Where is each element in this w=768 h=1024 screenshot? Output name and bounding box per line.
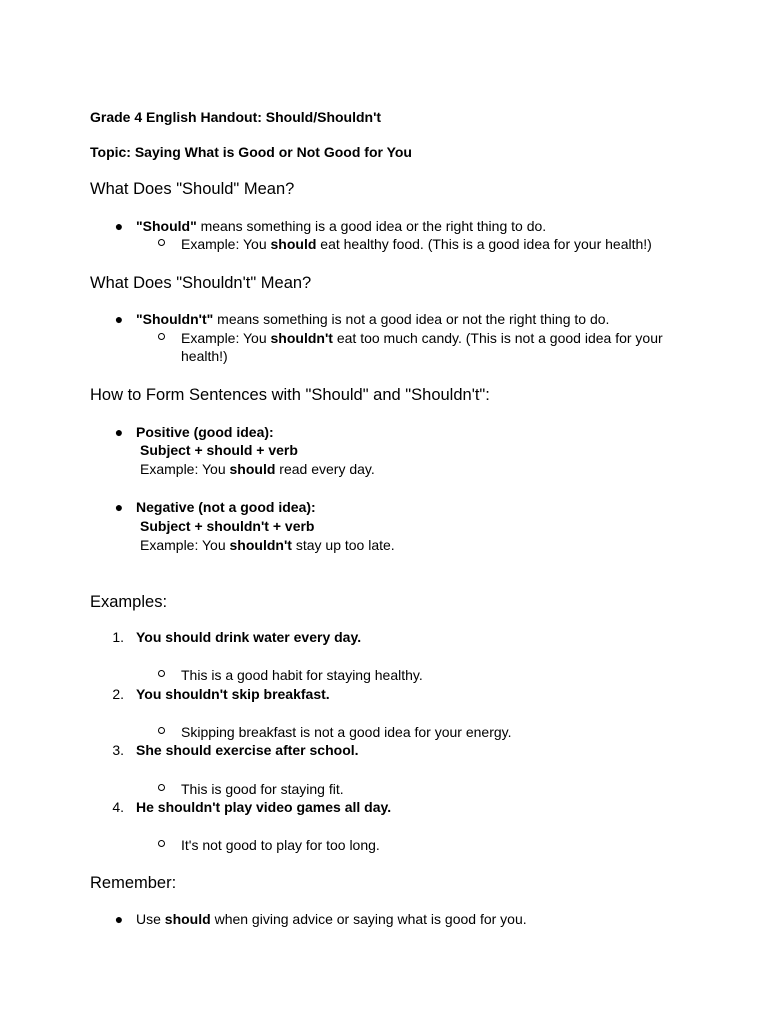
shouldnt-heading: What Does "Shouldn't" Mean?	[90, 274, 312, 292]
topic-line: Topic: Saying What is Good or Not Good for You	[90, 144, 412, 160]
circle-bullet-icon	[158, 670, 165, 677]
should-term: "Should"	[136, 218, 197, 234]
example-note: It's not good to play for too long.	[181, 837, 380, 853]
shouldnt-example-continued: health!)	[181, 348, 228, 364]
should-definition	[136, 217, 546, 235]
example-sentence: You shouldn't skip breakfast.	[136, 686, 330, 702]
should-heading: What Does "Should" Mean?	[90, 180, 295, 198]
negative-example: Example: You shouldn't stay up too late.	[140, 537, 395, 553]
list-number: 2.	[112, 686, 124, 702]
list-number: 1.	[112, 629, 124, 645]
bullet-icon: ●	[114, 911, 124, 927]
example-note: This is good for staying fit.	[181, 781, 344, 797]
list-number: 3.	[112, 742, 124, 758]
circle-bullet-icon	[158, 239, 165, 246]
circle-bullet-icon	[158, 784, 165, 791]
example-note: Skipping breakfast is not a good idea for your energy.	[181, 724, 512, 740]
circle-bullet-icon	[158, 333, 165, 340]
circle-bullet-icon	[158, 840, 165, 847]
handout-title: Grade 4 English Handout: Should/Shouldn't	[90, 109, 382, 125]
example-sentence: You should drink water every day.	[136, 629, 362, 645]
should-example: Example: You should eat healthy food. (This is a good idea for your health!)	[181, 236, 652, 252]
remember-text: Use should when giving advice or saying what is good for you.	[136, 911, 527, 927]
example-sentence: He shouldn't play video games all day.	[136, 799, 392, 815]
shouldnt-term: "Shouldn't"	[136, 311, 214, 327]
remember-heading: Remember:	[90, 874, 177, 892]
positive-formula: Subject + should + verb	[140, 442, 298, 458]
positive-label: Positive (good idea):	[136, 424, 274, 440]
bullet-icon: ●	[114, 499, 124, 515]
example-sentence: She should exercise after school.	[136, 742, 359, 758]
example-note: This is a good habit for staying healthy.	[181, 667, 423, 683]
bullet-icon: ●	[114, 311, 124, 327]
shouldnt-definition-text: means something is not a good idea or not the right thing to do.	[213, 311, 610, 327]
shouldnt-definition	[136, 310, 609, 328]
list-number: 4.	[112, 799, 124, 815]
negative-label: Negative (not a good idea):	[136, 499, 316, 515]
examples-heading: Examples:	[90, 593, 168, 611]
form-heading: How to Form Sentences with "Should" and "Shouldn't":	[90, 386, 490, 404]
positive-example: Example: You should read every day.	[140, 461, 375, 477]
shouldnt-example: Example: You shouldn't eat too much candy. (This is not a good idea for your	[181, 330, 663, 346]
bullet-icon: ●	[114, 218, 124, 234]
circle-bullet-icon	[158, 727, 165, 734]
should-definition-text: means something is a good idea or the right thing to do.	[196, 218, 547, 234]
bullet-icon: ●	[114, 424, 124, 440]
negative-formula: Subject + shouldn't + verb	[140, 518, 315, 534]
